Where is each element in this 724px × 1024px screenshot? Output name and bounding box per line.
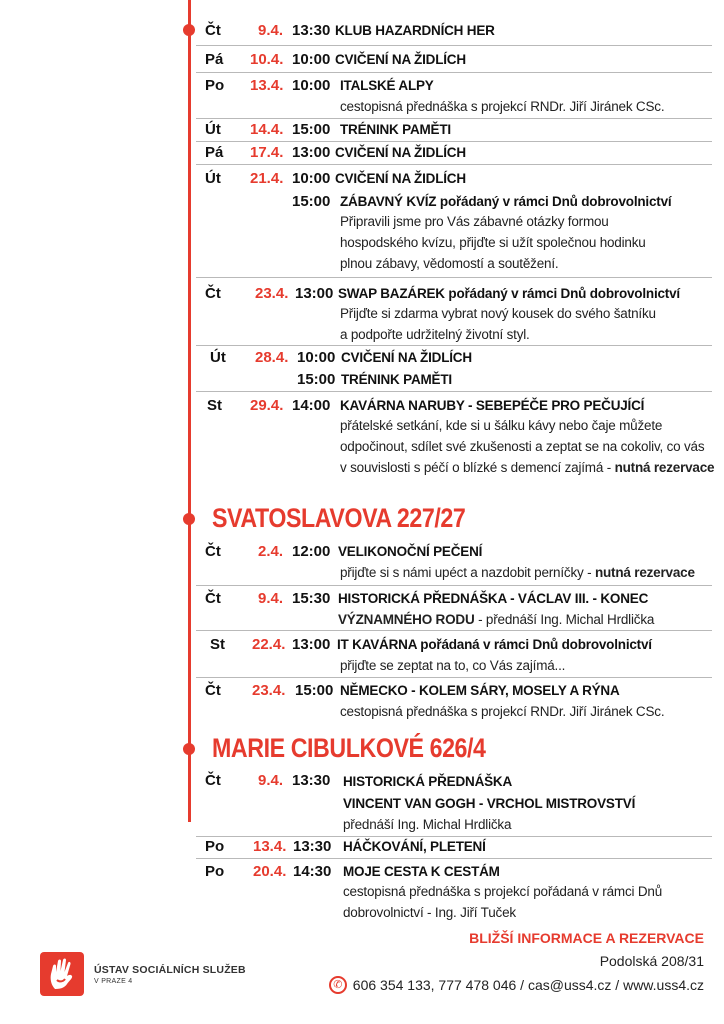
event-date: 9.4. xyxy=(258,22,284,39)
event-description: Přijďte si zdarma vybrat nový kousek do svého šatníku xyxy=(340,306,656,321)
event-title: ITALSKÉ ALPY xyxy=(340,78,434,93)
event-time: 13:30 xyxy=(293,838,332,855)
event-title: VELIKONOČNÍ PEČENÍ xyxy=(338,544,483,559)
timeline-dot xyxy=(183,24,195,36)
logo-subtext: V PRAZE 4 xyxy=(94,977,133,985)
logo-text: ÚSTAV SOCIÁLNÍCH SLUŽEB xyxy=(94,963,246,976)
divider xyxy=(196,345,712,346)
event-time: 13:00 xyxy=(292,636,331,653)
event-date: 23.4. xyxy=(255,285,289,302)
event-title: MOJE CESTA K CESTÁM xyxy=(343,864,500,879)
divider xyxy=(196,858,712,859)
event-date: 28.4. xyxy=(255,349,289,366)
divider xyxy=(196,277,712,278)
divider xyxy=(196,677,712,678)
event-time: 14:00 xyxy=(292,397,331,414)
event-title: NĚMECKO - KOLEM SÁRY, MOSELY A RÝNA xyxy=(340,683,620,698)
timeline-line xyxy=(188,0,191,822)
event-day: Po xyxy=(205,838,225,855)
contact-line xyxy=(329,976,704,994)
event-day: St xyxy=(210,636,225,653)
event-time: 10:00 xyxy=(297,349,336,366)
event-date: 9.4. xyxy=(258,772,284,789)
event-title: CVIČENÍ NA ŽIDLÍCH xyxy=(341,350,472,365)
event-description: přijďte se zeptat na to, co Vás zajímá... xyxy=(340,658,566,673)
divider xyxy=(196,118,712,119)
event-time: 10:00 xyxy=(292,77,331,94)
event-date: 20.4. xyxy=(253,863,287,880)
event-title: HISTORICKÁ PŘEDNÁŠKA - VÁCLAV III. - KONEC xyxy=(338,591,649,606)
event-time: 10:00 xyxy=(292,51,331,68)
section-heading: SVATOSLAVOVA 227/27 xyxy=(212,503,466,533)
event-day: Pá xyxy=(205,144,224,161)
event-date: 10.4. xyxy=(250,51,284,68)
hand-logo-icon xyxy=(40,952,84,996)
event-day: Út xyxy=(205,121,221,138)
event-day: Čt xyxy=(205,22,221,39)
event-time: 13:30 xyxy=(292,772,331,789)
event-title: CVIČENÍ NA ŽIDLÍCH xyxy=(335,52,466,67)
event-day: Po xyxy=(205,77,225,94)
divider xyxy=(196,836,712,837)
event-date: 21.4. xyxy=(250,170,284,187)
event-title: HÁČKOVÁNÍ, PLETENÍ xyxy=(343,839,486,854)
event-description: dobrovolnictví - Ing. Jiří Tuček xyxy=(343,905,516,920)
event-day: Pá xyxy=(205,51,224,68)
event-time: 15:30 xyxy=(292,590,331,607)
divider xyxy=(196,585,712,586)
timeline-dot xyxy=(183,743,195,755)
event-day: Čt xyxy=(205,590,221,607)
event-description: odpočinout, sdílet své zkušenosti a zeptat se na cokoliv, co vás xyxy=(340,439,705,454)
event-description xyxy=(340,460,714,475)
event-time: 12:00 xyxy=(292,543,331,560)
event-title: CVIČENÍ NA ŽIDLÍCH xyxy=(335,145,466,160)
event-date: 29.4. xyxy=(250,397,284,414)
event-day: Čt xyxy=(205,682,221,699)
event-title: TRÉNINK PAMĚTI xyxy=(340,122,451,137)
event-description: Připravili jsme pro Vás zábavné otázky formou xyxy=(340,214,609,229)
event-title: IT KAVÁRNA pořádaná v rámci Dnů dobrovolnictví xyxy=(337,637,652,652)
contact-text: 606 354 133, 777 478 046 / cas@uss4.cz / www.uss4.cz xyxy=(352,977,704,993)
event-description xyxy=(340,565,695,580)
event-time: 15:00 xyxy=(295,682,334,699)
event-title: ZÁBAVNÝ KVÍZ pořádaný v rámci Dnů dobrovolnictví xyxy=(340,194,672,209)
event-time: 15:00 xyxy=(292,121,331,138)
timeline-dot xyxy=(183,513,195,525)
event-day: Čt xyxy=(205,772,221,789)
divider xyxy=(196,630,712,631)
event-title: SWAP BAZÁREK pořádaný v rámci Dnů dobrovolnictví xyxy=(338,286,680,301)
event-date: 17.4. xyxy=(250,144,284,161)
lecturer-text: - přednáší Ing. Michal Hrdlička xyxy=(474,612,655,627)
event-time: 14:30 xyxy=(293,863,332,880)
organization-logo xyxy=(40,952,246,996)
event-title: CVIČENÍ NA ŽIDLÍCH xyxy=(335,171,466,186)
event-description: cestopisná přednáška s projekcí RNDr. Jiří Jiránek CSc. xyxy=(340,99,665,114)
event-date: 13.4. xyxy=(250,77,284,94)
event-time: 13:30 xyxy=(292,22,331,39)
phone-icon: ✆ xyxy=(329,976,347,994)
event-title: KLUB HAZARDNÍCH HER xyxy=(335,23,495,38)
section-heading: MARIE CIBULKOVÉ 626/4 xyxy=(212,733,486,763)
event-time: 13:00 xyxy=(295,285,334,302)
divider xyxy=(196,164,712,165)
info-title: BLIŽŠÍ INFORMACE A REZERVACE xyxy=(469,930,704,946)
event-description: přednáší Ing. Michal Hrdlička xyxy=(343,817,512,832)
event-day: Út xyxy=(210,349,226,366)
event-day: Čt xyxy=(205,285,221,302)
event-title: HISTORICKÁ PŘEDNÁŠKA xyxy=(343,774,513,789)
event-date: 23.4. xyxy=(252,682,286,699)
event-description: plnou zábavy, vědomostí a soutěžení. xyxy=(340,256,559,271)
event-description: cestopisná přednáška s projekcí RNDr. Jiří Jiránek CSc. xyxy=(340,704,665,719)
event-day: Út xyxy=(205,170,221,187)
event-date: 14.4. xyxy=(250,121,284,138)
reservation-note: nutná rezervace xyxy=(614,460,715,475)
event-description: cestopisná přednáška s projekcí pořádaná v rámci Dnů xyxy=(343,884,663,899)
divider xyxy=(196,391,712,392)
event-description: hospodského kvízu, přijďte si užít společnou hodinku xyxy=(340,235,646,250)
description-text: přijďte si s námi upéct a nazdobit perníčky - xyxy=(340,565,595,580)
event-description: a podpořte udržitelný životní styl. xyxy=(340,327,530,342)
event-title: TRÉNINK PAMĚTI xyxy=(341,372,452,387)
event-date: 9.4. xyxy=(258,590,284,607)
reservation-note: nutná rezervace xyxy=(594,565,695,580)
event-day: Čt xyxy=(205,543,221,560)
address: Podolská 208/31 xyxy=(599,953,704,969)
event-time: 15:00 xyxy=(297,371,336,388)
description-text: v souvislosti s péčí o blízké s demencí zajímá - xyxy=(340,460,615,475)
event-time: 10:00 xyxy=(292,170,331,187)
event-date: 2.4. xyxy=(258,543,284,560)
event-date: 13.4. xyxy=(253,838,287,855)
event-day: St xyxy=(207,397,222,414)
event-title: VINCENT VAN GOGH - VRCHOL MISTROVSTVÍ xyxy=(343,796,636,811)
event-day: Po xyxy=(205,863,225,880)
divider xyxy=(196,141,712,142)
divider xyxy=(196,72,712,73)
event-time: 13:00 xyxy=(292,144,331,161)
event-subtitle xyxy=(338,612,654,627)
event-description: přátelské setkání, kde si u šálku kávy nebo čaje můžete xyxy=(340,418,663,433)
event-title: KAVÁRNA NARUBY - SEBEPÉČE PRO PEČUJÍCÍ xyxy=(340,398,645,413)
event-title-continued: VÝZNAMNÉHO RODU xyxy=(338,612,475,627)
event-time: 15:00 xyxy=(292,193,331,210)
event-date: 22.4. xyxy=(252,636,286,653)
divider xyxy=(196,45,712,46)
